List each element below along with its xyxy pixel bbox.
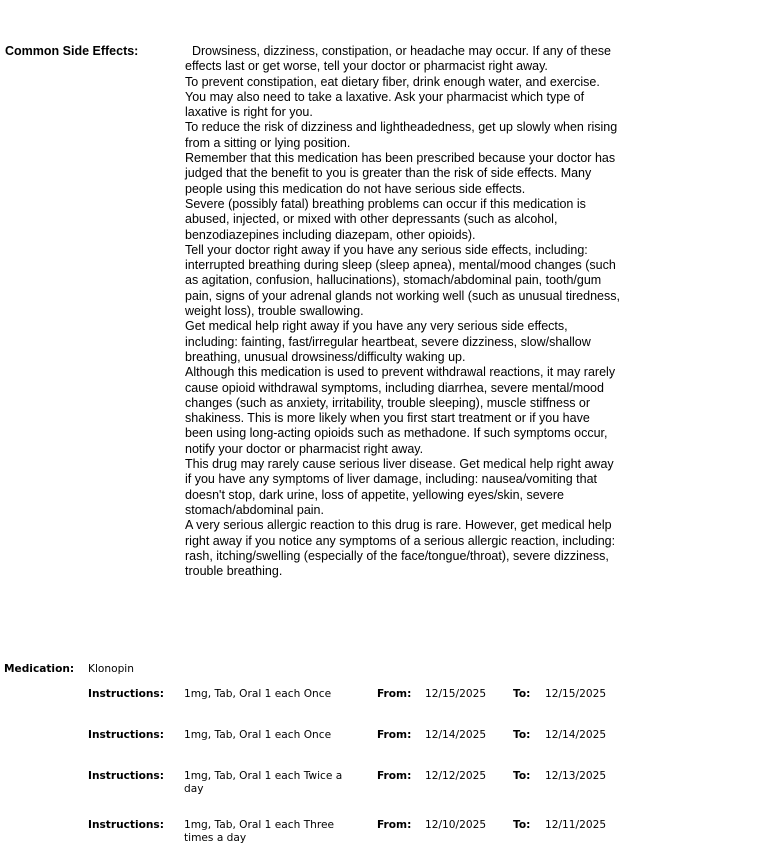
to-label: To: (513, 770, 531, 782)
to-date: 12/14/2025 (545, 729, 607, 741)
instructions-value: 1mg, Tab, Oral 1 each Once (184, 688, 332, 700)
side-effects-paragraph: Get medical help right away if you have any very serious side effects, including: fainting, fast/irregular heartbeat, severe dizziness, slow/shallow breathing, unusual drowsiness/difficulty waking up. (185, 319, 591, 364)
from-label: From: (377, 819, 412, 831)
to-label: To: (513, 729, 531, 741)
medication-entry (88, 819, 628, 859)
side-effects-text (185, 44, 621, 579)
instructions-label: Instructions: (88, 688, 164, 700)
from-label: From: (377, 729, 412, 741)
to-date: 12/15/2025 (545, 688, 607, 700)
from-date: 12/14/2025 (425, 729, 487, 741)
instructions-label: Instructions: (88, 819, 164, 831)
side-effects-label: Common Side Effects: (5, 44, 139, 58)
side-effects-paragraph: To prevent constipation, eat dietary fiber, drink enough water, and exercise. You may also need to take a laxative. Ask your pharmacist which type of laxative is right for you. (185, 74, 600, 120)
side-effects-paragraph: Drowsiness, dizziness, constipation, or headache may occur. If any of these effects last or get worse, tell your doctor or pharmacist right away. (185, 44, 611, 74)
side-effects-paragraph: Although this medication is used to prevent withdrawal reactions, it may rarely cause opioid withdrawal symptoms, including diarrhea, severe mental/mood changes (such as anxiety, irritability, trouble sleeping), muscle stiffness or shakiness. This is more likely when you first start treatment or if you have been using long-acting opioids such as methadone. If such symptoms occur, notify your doctor or pharmacist right away. (185, 365, 616, 456)
to-date: 12/11/2025 (545, 819, 607, 831)
medication-name: Klonopin (88, 663, 134, 675)
side-effects-paragraph: Remember that this medication has been prescribed because your doctor has judged that the benefit to you is greater than the risk of side effects. Many people using this medication do not have serious side effects. (185, 151, 616, 196)
to-label: To: (513, 688, 531, 700)
side-effects-paragraph: To reduce the risk of dizziness and lightheadedness, get up slowly when rising from a sitting or lying position. (185, 120, 618, 150)
instructions-value: 1mg, Tab, Oral 1 each Once (184, 729, 332, 741)
from-date: 12/15/2025 (425, 688, 487, 700)
instructions-value: 1mg, Tab, Oral 1 each Three times a day (184, 819, 335, 844)
side-effects-paragraph: This drug may rarely cause serious liver disease. Get medical help right away if you have any symptoms of liver damage, including: nausea/vomiting that doesn't stop, dark urine, loss of appetite, yellowing eyes/skin, severe stomach/abdominal pain. (185, 457, 614, 517)
side-effects-paragraph: Severe (possibly fatal) breathing problems can occur if this medication is abused, injected, or mixed with other depressants (such as alcohol, benzodiazepines including diazepam, other opioids). (185, 196, 586, 242)
medication-label: Medication: (4, 663, 75, 675)
instructions-value: 1mg, Tab, Oral 1 each Twice a day (184, 770, 343, 795)
medication-entry (88, 770, 628, 810)
instructions-label: Instructions: (88, 770, 164, 782)
from-label: From: (377, 770, 412, 782)
from-label: From: (377, 688, 412, 700)
side-effects-paragraph: Tell your doctor right away if you have any serious side effects, including: interrupted breathing during sleep (sleep apnea), mental/mood changes (such as agitation, confusion, hallucinations), stomach/abdominal pain, tooth/gum pain, signs of your adrenal glands not working well (such as unusual tiredness, weight loss), trouble swallowing. (185, 242, 620, 319)
from-date: 12/10/2025 (425, 819, 487, 831)
instructions-label: Instructions: (88, 729, 164, 741)
to-label: To: (513, 819, 531, 831)
medication-entry (88, 688, 628, 728)
to-date: 12/13/2025 (545, 770, 607, 782)
medication-entry (88, 729, 628, 769)
from-date: 12/12/2025 (425, 770, 487, 782)
side-effects-paragraph: A very serious allergic reaction to this drug is rare. However, get medical help right away if you notice any symptoms of a serious allergic reaction, including: rash, itching/swelling (especially of the face/tongue/throat), severe dizziness, trouble breathing. (185, 518, 616, 579)
